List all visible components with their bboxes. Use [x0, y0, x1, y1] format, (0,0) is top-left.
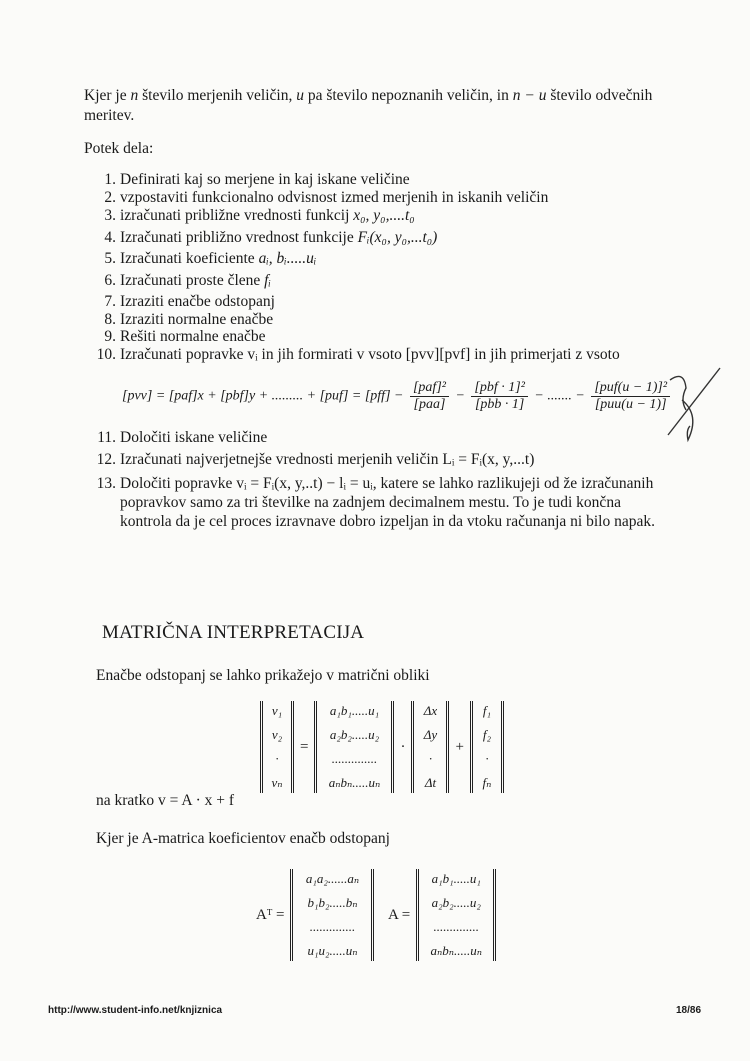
list-item: 4. Izračunati približno vrednost funkcije Fᵢ(x₀, y₀,...t₀) — [104, 228, 438, 246]
list-item: 5. Izračunati koeficiente aᵢ, bᵢ.....uᵢ — [104, 250, 317, 267]
sum-formula: [pvv] = [paf]x + [pbf]y + ......... + [puf] = [pff] − $\frac{\text{[paf]²}}{\text{[paa]}}$ − $\frac{\text{[pbf · 1]²}}{\text{[pbb · 1]}}$ − ....... − $\frac{\text{[puf(u − 1)]²}}{\text{[puu(u − 1)]}}$ — [122, 380, 673, 413]
list-item: 7. Izraziti enačbe odstopanj — [104, 293, 275, 310]
list-item: 11. Določiti iskane veličine — [97, 429, 268, 446]
footer-url[interactable]: http://www.student-info.net/knjiznica — [48, 1005, 223, 1016]
f-vector: f₁ f₂ · fₙ — [470, 701, 504, 793]
potek-heading: Potek dela: — [84, 140, 154, 157]
a-matrix-repeat: a₁b₁.....u₁ a₂b₂.....u₂ .............. aₙbₙ.....uₙ — [416, 869, 496, 961]
matrix-equation: v₁ v₂ · vₙ = a₁b₁.....u₁ a₂b₂.....u₂ .............. aₙbₙ.....uₙ · Δx Δy · Δt + f₁ f₂ · fₙ — [260, 700, 504, 794]
at-matrix-group: Aᵀ = a₁a₂......aₙ b₁b₂.....bₙ .............. u₁u₂.....uₙ — [254, 868, 374, 962]
matrix-intro: Enačbe odstopanj se lahko prikažejo v matrični obliki — [96, 667, 430, 684]
list-item: 12. Izračunati najverjetnejše vrednosti merjenih veličin Lᵢ = Fᵢ(x, y,...t) — [96, 450, 535, 468]
list-item: 9. Rešiti normalne enačbe — [104, 328, 266, 345]
list-item: 2. vzpostaviti funkcionalno odvisnost izmed merjenih in iskanih veličin — [104, 188, 549, 206]
short-form: na kratko v = A · x + f — [96, 792, 235, 809]
list-item: 13. Določiti popravke vᵢ = Fᵢ(x, y,..t) − lᵢ = uᵢ, katere se lahko razlikujeji od že izračunanih popravkov samo za tri številke na zadnjem decimalnem mestu. To je tudi končna kontrola da je cel proces izravnave dobro izpeljan in da vtoku računanja ni bilo napak. — [96, 475, 655, 530]
list-item: 3. izračunati približne vrednosti funkcij x₀, y₀,....t₀ — [104, 207, 415, 224]
x-vector: Δx Δy · Δt — [411, 701, 449, 793]
steps-list — [84, 171, 674, 531]
matrix-definition: Kjer je A-matrica koeficientov enačb odstopanj — [96, 830, 390, 847]
a-matrix-group: A = a₁b₁.....u₁ a₂b₂.....u₂ .............. aₙbₙ.....uₙ — [386, 868, 496, 962]
at-matrix: a₁a₂......aₙ b₁b₂.....bₙ .............. u₁u₂.....uₙ — [290, 869, 374, 961]
list-item: 6. Izračunati proste člene fᵢ — [104, 271, 271, 289]
page-number: 18/86 — [676, 1005, 702, 1016]
v-vector: v₁ v₂ · vₙ — [260, 701, 294, 793]
list-item: 8. Izraziti normalne enačbe — [104, 310, 274, 328]
intro-paragraph: Kjer je n število merjenih veličin, u pa število nepoznanih veličin, in n − u število odvečnih meritev. — [84, 87, 653, 124]
list-item: 10. Izračunati popravke vᵢ in jih formirati v vsoto [pvv][pvf] in jih primerjati z vsoto — [96, 345, 620, 363]
handwritten-check-mark — [660, 360, 730, 450]
section-heading: MATRIČNA INTERPRETACIJA — [102, 622, 365, 643]
a-matrix: a₁b₁.....u₁ a₂b₂.....u₂ .............. aₙbₙ.....uₙ — [314, 701, 394, 793]
list-item: 1. Definirati kaj so merjene in kaj iskane veličine — [104, 171, 410, 188]
